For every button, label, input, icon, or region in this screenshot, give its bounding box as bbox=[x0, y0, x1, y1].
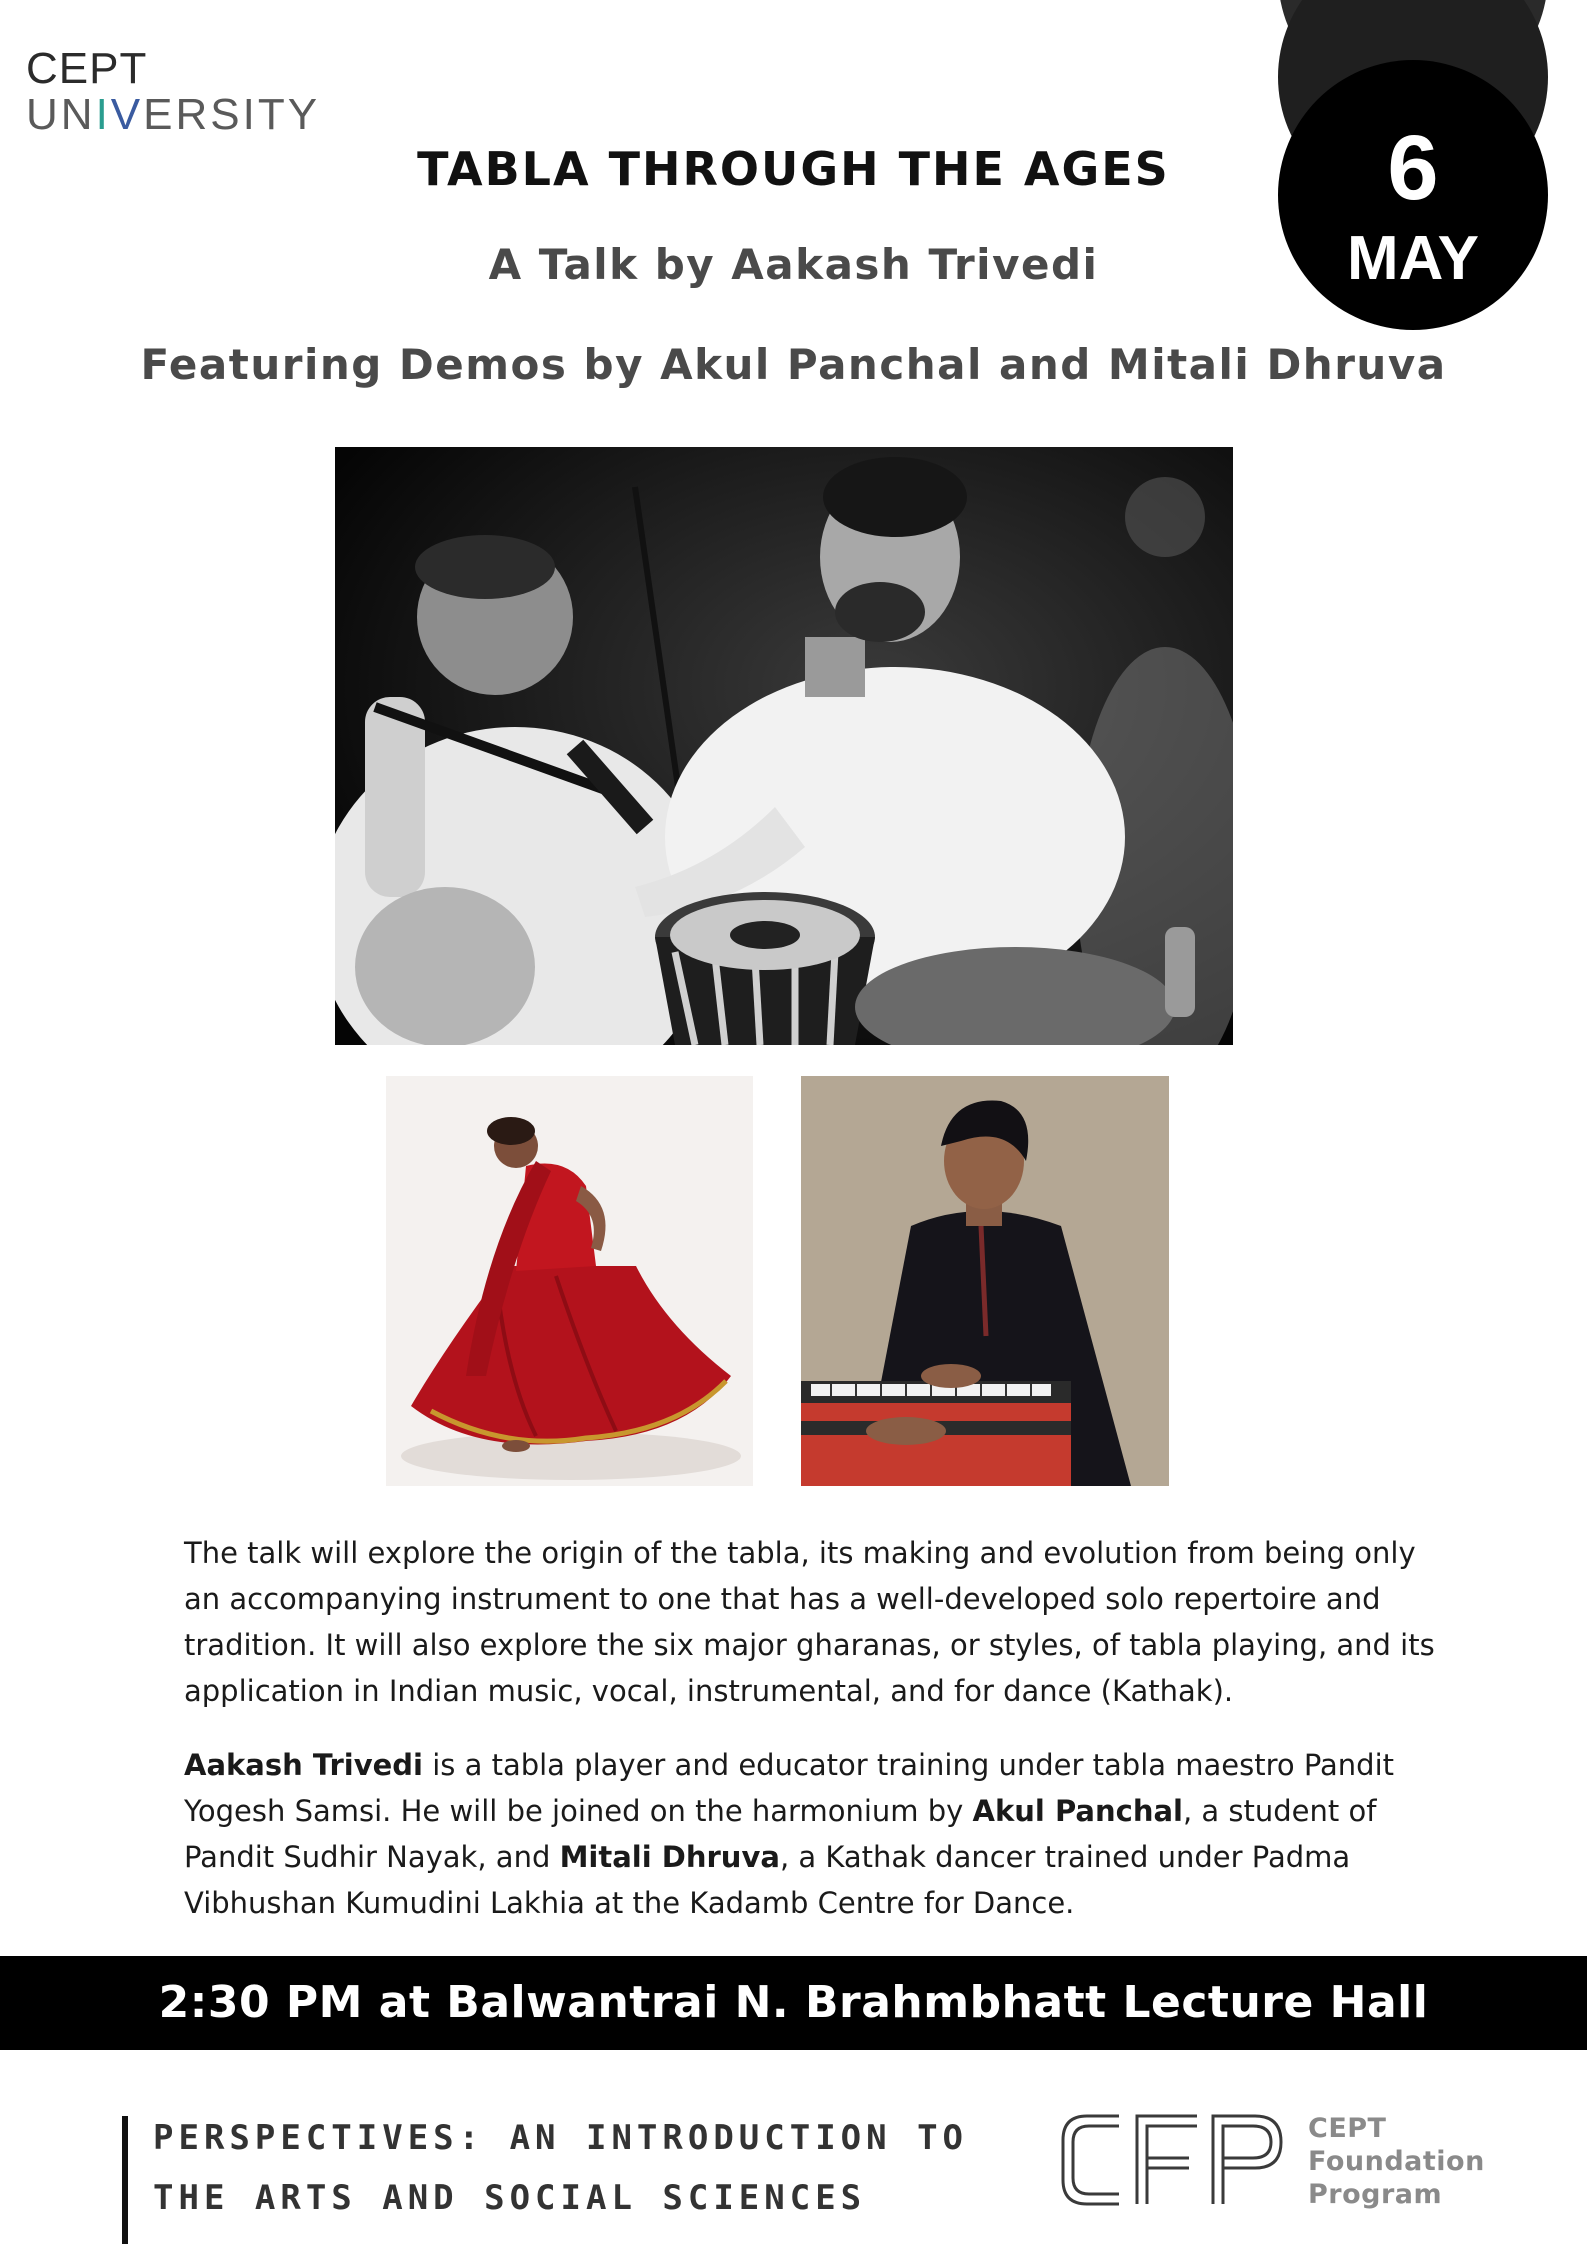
description-paragraph: The talk will explore the origin of the tabla, its making and evolution from being only an accompanying instrument to one that has a well-developed solo repertoire and tradition. It will also explore the six major gharanas, or styles, of tabla playing, and its application in Indian music, vocal, instrumental, and for dance (Kathak). bbox=[184, 1536, 1435, 1708]
logo-letter: R bbox=[175, 90, 211, 139]
performer-name-mitali: Mitali Dhruva bbox=[559, 1840, 780, 1874]
logo-letter: N bbox=[60, 90, 96, 139]
event-subtitle: A Talk by Aakash Trivedi bbox=[488, 240, 1099, 289]
logo-letter: U bbox=[26, 90, 61, 139]
program-line1: CEPT bbox=[1308, 2113, 1387, 2144]
performer-name-aakash: Aakash Trivedi bbox=[184, 1748, 423, 1782]
bio-paragraph bbox=[184, 1742, 1444, 1926]
series-title bbox=[153, 2108, 968, 2228]
logo-letter: Y bbox=[287, 90, 321, 139]
logo-line-cept: CEPT bbox=[26, 44, 148, 93]
bio-text: is a tabla player and educator training under tabla maestro Pandit Yogesh Samsi. He will be joined on the harmonium by bbox=[184, 1748, 1395, 1828]
kathak-dancer-photo bbox=[386, 1076, 753, 1486]
logo-letter: S bbox=[210, 90, 243, 139]
logo-line-university bbox=[26, 92, 320, 138]
cept-university-logo bbox=[26, 46, 320, 138]
harmonium-player-photo bbox=[801, 1076, 1169, 1486]
event-featuring: Featuring Demos by Akul Panchal and Mitali Dhruva bbox=[140, 340, 1447, 389]
date-day: 6 bbox=[1387, 117, 1439, 219]
time-venue-banner bbox=[0, 1956, 1587, 2050]
event-title: TABLA THROUGH THE AGES bbox=[417, 142, 1170, 196]
series-title-line2: THE ARTS AND SOCIAL SCIENCES bbox=[153, 2178, 867, 2218]
logo-letter: V bbox=[110, 90, 144, 139]
time-venue-text: 2:30 PM at Balwantrai N. Brahmbhatt Lecture Hall bbox=[158, 1977, 1429, 2028]
bio-text: , a Kathak dancer trained under Padma Vibhushan Kumudini Lakhia at the Kadamb Centre for Dance. bbox=[184, 1840, 1351, 1920]
logo-letter: E bbox=[143, 90, 176, 139]
logo-letter: T bbox=[257, 90, 288, 139]
tabla-performance-photo bbox=[335, 447, 1233, 1045]
series-title-line1: PERSPECTIVES: AN INTRODUCTION TO bbox=[153, 2118, 969, 2158]
program-line3: Program bbox=[1308, 2179, 1443, 2210]
program-line2: Foundation bbox=[1308, 2146, 1485, 2177]
performer-name-akul: Akul Panchal bbox=[972, 1794, 1183, 1828]
bio-text: , a student of Pandit Sudhir Nayak, and bbox=[184, 1794, 1377, 1874]
program-name bbox=[1308, 2112, 1485, 2211]
logo-letter: I bbox=[95, 90, 111, 139]
cfp-logo-mark bbox=[1057, 2108, 1289, 2212]
date-month: MAY bbox=[1346, 224, 1480, 293]
logo-letter: I bbox=[242, 90, 258, 139]
footer-divider bbox=[122, 2116, 128, 2244]
